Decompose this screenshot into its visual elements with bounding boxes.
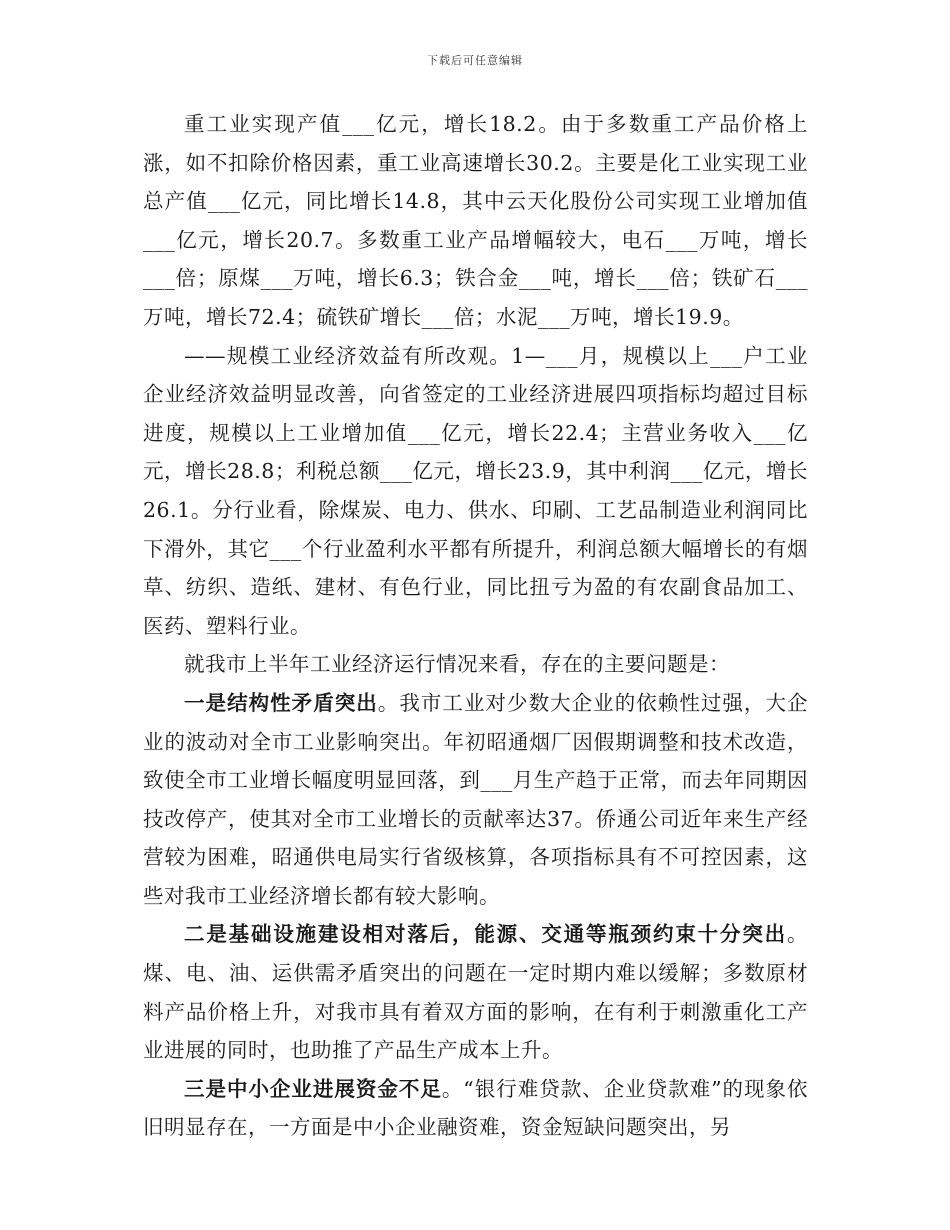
paragraph-text: 。我市工业对少数大企业的依赖性过强，大企业的波动对全市工业影响突出。年初昭通烟厂因假期调整和技术改造，致使全市工业增长幅度明显回落，到___月生产趋于正常，而去年同期因技改停产，使其对全市工业增长的贡献率达37。侨通公司近年来生产经营较为困难，昭通供电局实行省级核算，各项指标具有不可控因素，这些对我市工业经济增长都有较大影响。 [143, 690, 809, 908]
paragraph-problem-three [143, 1070, 808, 1147]
paragraph-text: 。煤、电、油、运供需矛盾突出的问题在一定时期内难以缓解；多数原材料产品价格上升，对我市具有着双方面的影响，在有利于刺激重化工产业进展的同时，也助推了产品生产成本上升。 [143, 922, 808, 1063]
paragraph-problem-one [143, 684, 808, 916]
paragraph-lead-bold: 一是结构性矛盾突出 [184, 690, 378, 715]
paragraph-lead-bold: 二是基础设施建设相对落后，能源、交通等瓶颈约束十分突出 [184, 922, 787, 947]
paragraph-problem-two [143, 915, 808, 1069]
paragraph-lead-bold: 三是中小企业进展资金不足 [184, 1076, 442, 1101]
paragraph-scale-industry [143, 337, 808, 646]
page-header: 下载后可任意编辑 [427, 54, 523, 67]
paragraph-heavy-industry [143, 105, 808, 337]
document-body [143, 105, 808, 1147]
paragraph-text: 重工业实现产值___亿元，增长18.2。由于多数重工产品价格上涨，如不扣除价格因素，重工业高速增长30.2。主要是化工业实现工业总产值___亿元，同比增长14.8，其中云天化股份公司实现工业增加值___亿元，增长20.7。多数重工业产品增幅较大，电石___万吨，增长___倍；原煤___万吨，增长6.3；铁合金___吨，增长___倍；铁矿石___万吨，增长72.4；硫铁矿增长___倍；水泥___万吨，增长19.9。 [143, 112, 808, 329]
paragraph-problems-intro [143, 645, 808, 684]
paragraph-text: ——规模工业经济效益有所改观。1—___月，规模以上___户工业企业经济效益明显改善，向省签定的工业经济进展四项指标均超过目标进度，规模以上工业增加值___亿元，增长22.4；主营业务收入___亿元，增长28.8；利税总额___亿元，增长23.9，其中利润___亿元，增长26.1。分行业看，除煤炭、电力、供水、印刷、工艺品制造业利润同比下滑外，其它___个行业盈利水平都有所提升，利润总额大幅增长的有烟草、纺织、造纸、建材、有色行业，同比扭亏为盈的有农副食品加工、医药、塑料行业。 [143, 343, 808, 638]
paragraph-text: 就我市上半年工业经济运行情况来看，存在的主要问题是： [184, 652, 730, 677]
paragraph-text: 。“银行难贷款、企业贷款难”的现象依旧明显存在，一方面是中小企业融资难，资金短缺问题突出，另 [143, 1076, 808, 1140]
